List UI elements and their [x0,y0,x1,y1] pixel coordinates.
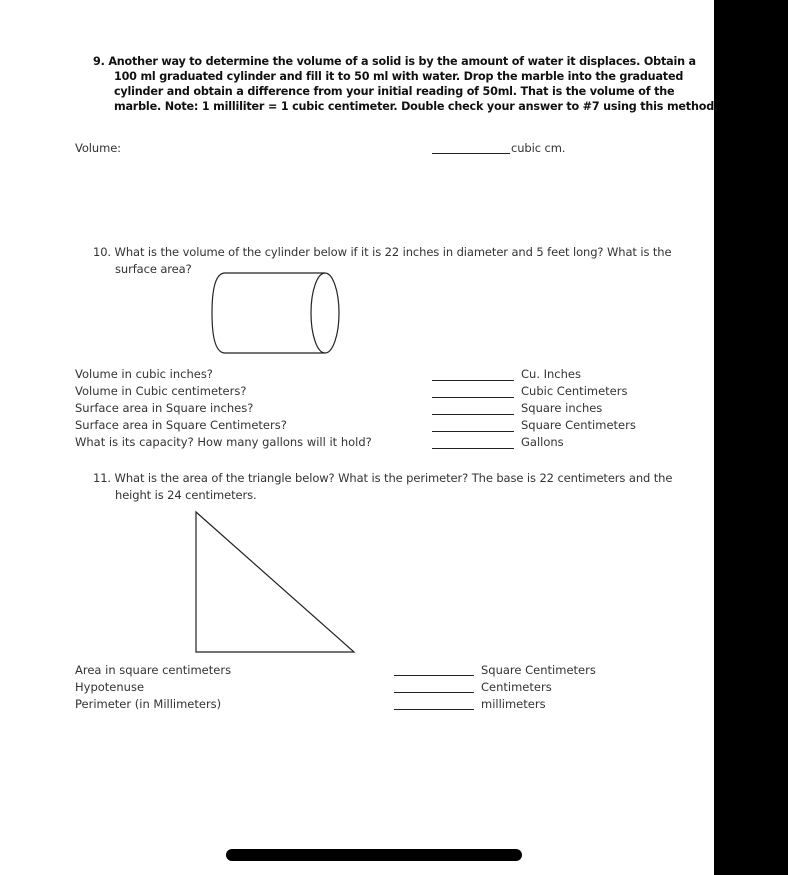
question-10-text-cont: surface area? [115,262,192,276]
volume-label: Volume: [75,141,121,155]
answer-line[interactable] [432,448,514,449]
answer-line[interactable] [394,675,474,676]
question-9-line: 100 ml graduated cylinder and fill it to 50 ml with water. Drop the marble into the graduated [114,70,684,83]
answer-unit: Cu. Inches [521,367,581,381]
answer-line[interactable] [432,380,514,381]
question-11-text-cont: height is 24 centimeters. [115,488,257,502]
question-10-labels [75,366,372,451]
answer-line[interactable] [432,397,514,398]
answer-line[interactable] [432,431,514,432]
answer-unit: Square inches [521,401,603,415]
question-10-text: 10. What is the volume of the cylinder below if it is 22 inches in diameter and 5 feet long? What is the [93,245,672,259]
question-9-line: marble. Note: 1 milliliter = 1 cubic centimeter. Double check your answer to #7 using this method. [114,100,719,113]
answer-unit: Gallons [521,435,564,449]
question-11-labels [75,662,231,713]
answer-label: Hypotenuse [75,680,145,694]
answer-label: Surface area in Square Centimeters? [75,418,287,432]
question-11-text: 11. What is the area of the triangle below? What is the perimeter? The base is 22 centimeters and the [93,471,673,485]
answer-line[interactable] [432,414,514,415]
answer-label: Volume in cubic inches? [75,367,213,381]
question-9-line: cylinder and obtain a difference from your initial reading of 50ml. That is the volume of the [114,85,675,98]
answer-unit: Square Centimeters [521,418,636,432]
question-11-units [481,662,596,713]
answer-label: Surface area in Square inches? [75,401,254,415]
answer-unit: Square Centimeters [481,663,596,677]
answer-unit: Cubic Centimeters [521,384,628,398]
answer-unit: millimeters [481,697,546,711]
answer-label: Perimeter (in Millimeters) [75,697,222,711]
question-9-text [93,54,719,114]
answer-line[interactable] [394,709,474,710]
question-10-units [521,366,636,451]
volume-answer-line[interactable] [432,153,510,154]
answer-unit: Centimeters [481,680,552,694]
answer-line[interactable] [394,692,474,693]
question-9-line: 9. Another way to determine the volume of a solid is by the amount of water it displaces. Obtain a [93,55,696,68]
answer-label: Area in square centimeters [75,663,232,677]
answer-label: Volume in Cubic centimeters? [75,384,247,398]
cylinder-figure [205,268,350,358]
triangle-figure [190,508,360,656]
volume-unit: cubic cm. [511,141,566,155]
answer-label: What is its capacity? How many gallons will it hold? [75,435,372,449]
home-indicator-bar[interactable] [226,849,522,861]
